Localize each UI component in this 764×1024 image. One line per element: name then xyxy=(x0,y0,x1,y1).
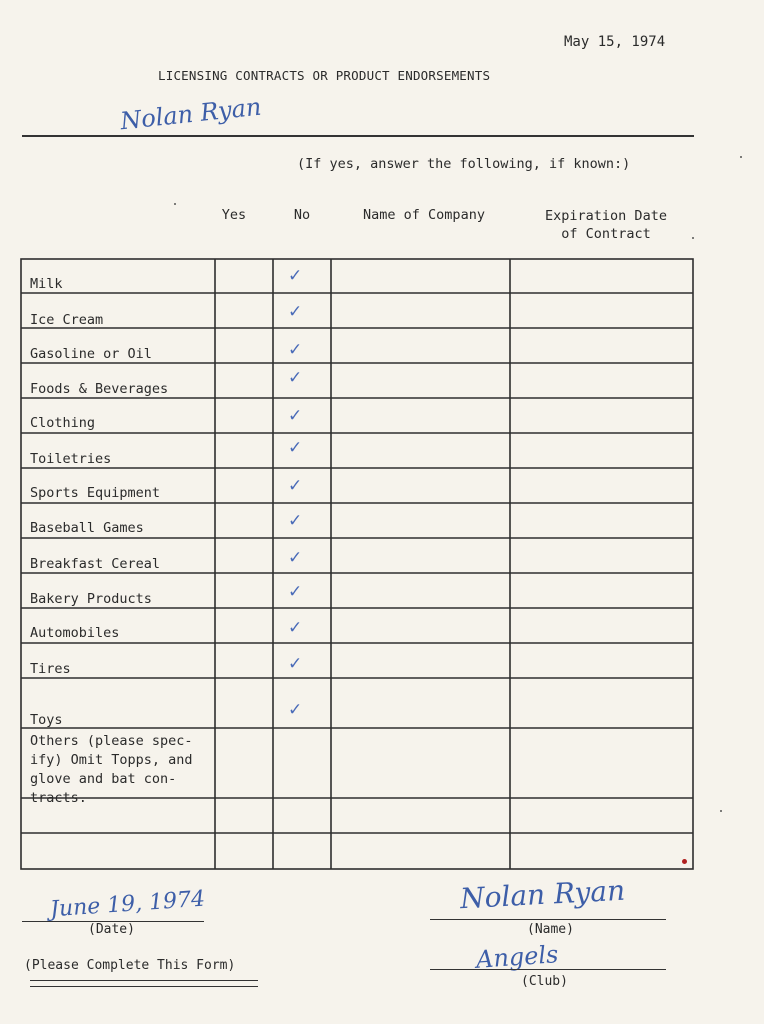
no-check-mark: ✓ xyxy=(288,700,303,720)
name-signature: Nolan Ryan xyxy=(459,873,626,916)
column-header-company: Name of Company xyxy=(363,207,485,223)
no-check-mark: ✓ xyxy=(288,406,303,426)
club-underline xyxy=(430,969,666,970)
form-date: May 15, 1974 xyxy=(564,34,666,50)
no-check-mark: ✓ xyxy=(288,438,303,458)
double-underline-bottom xyxy=(30,986,258,987)
double-underline-top xyxy=(30,980,258,981)
row-label-clothing: Clothing xyxy=(30,415,96,431)
club-caption: (Club) xyxy=(521,974,568,989)
form-title: LICENSING CONTRACTS OR PRODUCT ENDORSEMENTS xyxy=(158,68,491,83)
paper-speck xyxy=(720,810,722,812)
row-label-toiletries: Toiletries xyxy=(30,451,112,467)
others-label: Others (please spec- ify) Omit Topps, and glove and bat con- tracts. xyxy=(30,733,193,806)
column-header-expiration-line1: Expiration Date xyxy=(545,208,667,224)
row-label-bakery-products: Bakery Products xyxy=(30,591,152,607)
column-header-no: No xyxy=(293,207,311,223)
column-header-expiration-line2: of Contract xyxy=(561,226,651,242)
paper-speck xyxy=(692,237,694,239)
no-check-mark: ✓ xyxy=(288,654,303,674)
row-label-ice-cream: Ice Cream xyxy=(30,312,104,328)
endorsement-table xyxy=(20,258,694,870)
row-label-toys: Toys xyxy=(30,712,63,728)
no-check-mark: ✓ xyxy=(288,266,303,286)
paper-speck xyxy=(740,156,742,158)
column-header-expiration xyxy=(522,207,690,243)
instruction-note: (If yes, answer the following, if known:) xyxy=(297,156,631,172)
signed-date-handwritten: June 19, 1974 xyxy=(49,886,206,923)
player-name-handwritten: Nolan Ryan xyxy=(118,92,263,136)
paper-speck xyxy=(174,203,176,205)
please-complete-note: (Please Complete This Form) xyxy=(24,958,236,973)
row-label-milk: Milk xyxy=(30,276,63,292)
row-label-sports-equipment: Sports Equipment xyxy=(30,485,161,501)
no-check-mark: ✓ xyxy=(288,582,303,602)
red-ink-dot xyxy=(682,859,687,864)
club-signature: Angels xyxy=(475,940,560,974)
row-label-breakfast-cereal: Breakfast Cereal xyxy=(30,556,161,572)
no-check-mark: ✓ xyxy=(288,340,303,360)
row-label-automobiles: Automobiles xyxy=(30,625,120,641)
row-label-gasoline: Gasoline or Oil xyxy=(30,346,152,362)
row-label-tires: Tires xyxy=(30,661,71,677)
no-check-mark: ✓ xyxy=(288,302,303,322)
no-check-mark: ✓ xyxy=(288,548,303,568)
row-label-foods-beverages: Foods & Beverages xyxy=(30,381,169,397)
no-check-mark: ✓ xyxy=(288,368,303,388)
name-underline xyxy=(22,135,694,137)
signature-underline xyxy=(430,919,666,920)
row-label-baseball-games: Baseball Games xyxy=(30,520,144,536)
column-header-yes: Yes xyxy=(221,207,247,223)
no-check-mark: ✓ xyxy=(288,511,303,531)
date-caption: (Date) xyxy=(88,922,135,937)
name-caption: (Name) xyxy=(527,922,574,937)
no-check-mark: ✓ xyxy=(288,618,303,638)
no-check-mark: ✓ xyxy=(288,476,303,496)
